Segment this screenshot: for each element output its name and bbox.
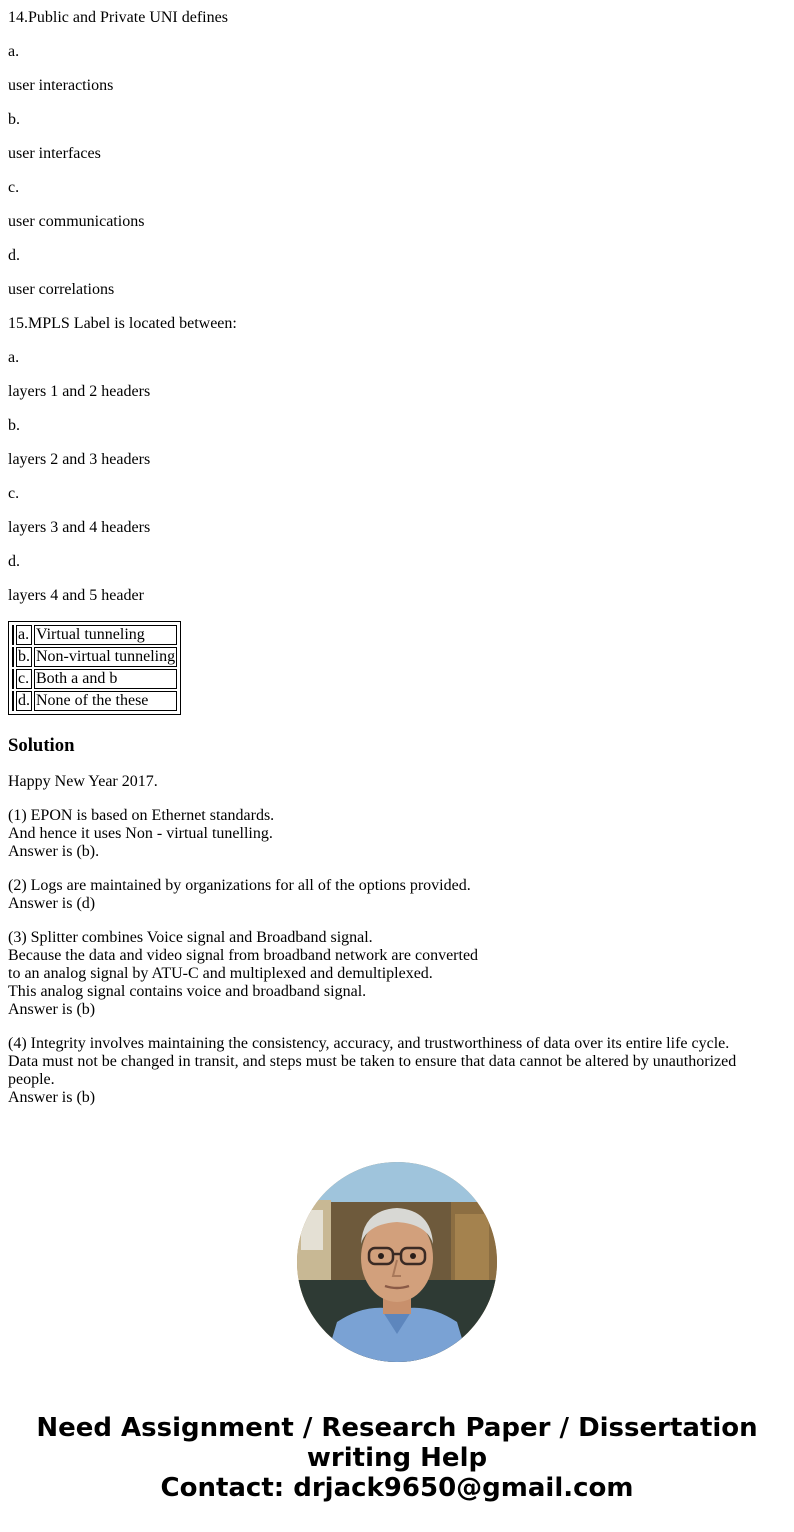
answer-line: Because the data and video signal from broadband network are converted	[8, 947, 479, 964]
q14-option-a-letter: a.	[8, 43, 20, 60]
answer-3	[8, 929, 786, 1019]
q14-option-d-letter: d.	[8, 247, 20, 264]
answer-line: (4) Integrity involves maintaining the consistency, accuracy, and trustworthiness of data over its entire life cycle.	[8, 1035, 730, 1052]
table-row	[12, 647, 177, 667]
table-letter-cell: c.	[16, 669, 32, 689]
answer-line: Answer is (b)	[8, 1001, 96, 1018]
table-spacer-cell	[12, 625, 14, 645]
q15-option-a-text: layers 1 and 2 headers	[8, 383, 151, 400]
q14-option-b-text: user interfaces	[8, 145, 101, 162]
answer-line: (2) Logs are maintained by organizations for all of the options provided.	[8, 877, 471, 894]
answer-line: Answer is (b)	[8, 1089, 96, 1106]
table-spacer-cell	[12, 691, 14, 711]
question-14-prompt: 14.Public and Private UNI defines	[8, 9, 228, 26]
table-text-cell: Non-virtual tunneling	[36, 648, 176, 665]
solution-heading: Solution	[8, 735, 75, 756]
q14-option-b-letter: b.	[8, 111, 20, 128]
q15-option-b-letter: b.	[8, 417, 20, 434]
table-spacer-cell	[12, 647, 14, 667]
answer-2	[8, 877, 786, 913]
author-avatar	[297, 1162, 497, 1362]
q15-option-a-letter: a.	[8, 349, 20, 366]
question-15-prompt: 15.MPLS Label is located between:	[8, 315, 237, 332]
promo-banner	[0, 1413, 794, 1503]
table-text-cell: Both a and b	[34, 669, 177, 689]
answer-line: (1) EPON is based on Ethernet standards.	[8, 807, 275, 824]
table-spacer-cell	[12, 669, 14, 689]
answer-line: Answer is (d)	[8, 895, 96, 912]
document-body	[0, 9, 794, 1107]
q15-option-c-letter: c.	[8, 485, 20, 502]
answer-line: This analog signal contains voice and broadband signal.	[8, 983, 367, 1000]
q14-option-a-text: user interactions	[8, 77, 114, 94]
answer-line: Answer is (b).	[8, 843, 100, 860]
answer-line: (3) Splitter combines Voice signal and Broadband signal.	[8, 929, 373, 946]
answer-line: And hence it uses Non - virtual tunelling.	[8, 825, 273, 842]
table-text-cell: None of the these	[34, 691, 177, 711]
promo-line-1: Need Assignment / Research Paper / Dissertation	[36, 1413, 758, 1443]
table-row	[12, 625, 177, 645]
solution-greeting: Happy New Year 2017.	[8, 773, 158, 790]
q15-option-d-text: layers 4 and 5 header	[8, 587, 144, 604]
q15-option-c-text: layers 3 and 4 headers	[8, 519, 151, 536]
q14-option-c-text: user communications	[8, 213, 145, 230]
table-row	[12, 669, 177, 689]
promo-line-2: writing Help	[306, 1443, 488, 1473]
table-letter-cell: d.	[18, 692, 30, 709]
promo-contact: Contact: drjack9650@gmail.com	[160, 1473, 634, 1503]
table-text-cell: Virtual tunneling	[34, 625, 177, 645]
answer-4	[8, 1035, 786, 1107]
answer-line: to an analog signal by ATU-C and multiplexed and demultiplexed.	[8, 965, 433, 982]
avatar-portrait-image	[297, 1162, 497, 1362]
q15-option-b-text: layers 2 and 3 headers	[8, 451, 151, 468]
table-letter-cell: a.	[16, 625, 32, 645]
q15-option-d-letter: d.	[8, 553, 20, 570]
q14-option-d-text: user correlations	[8, 281, 115, 298]
table-row	[12, 691, 177, 711]
answer-1	[8, 807, 786, 861]
options-table	[8, 621, 181, 715]
q14-option-c-letter: c.	[8, 179, 20, 196]
table-letter-cell: b.	[18, 648, 30, 665]
answer-line: Data must not be changed in transit, and steps must be taken to ensure that data cannot be altered by unauthorized people.	[8, 1053, 737, 1088]
